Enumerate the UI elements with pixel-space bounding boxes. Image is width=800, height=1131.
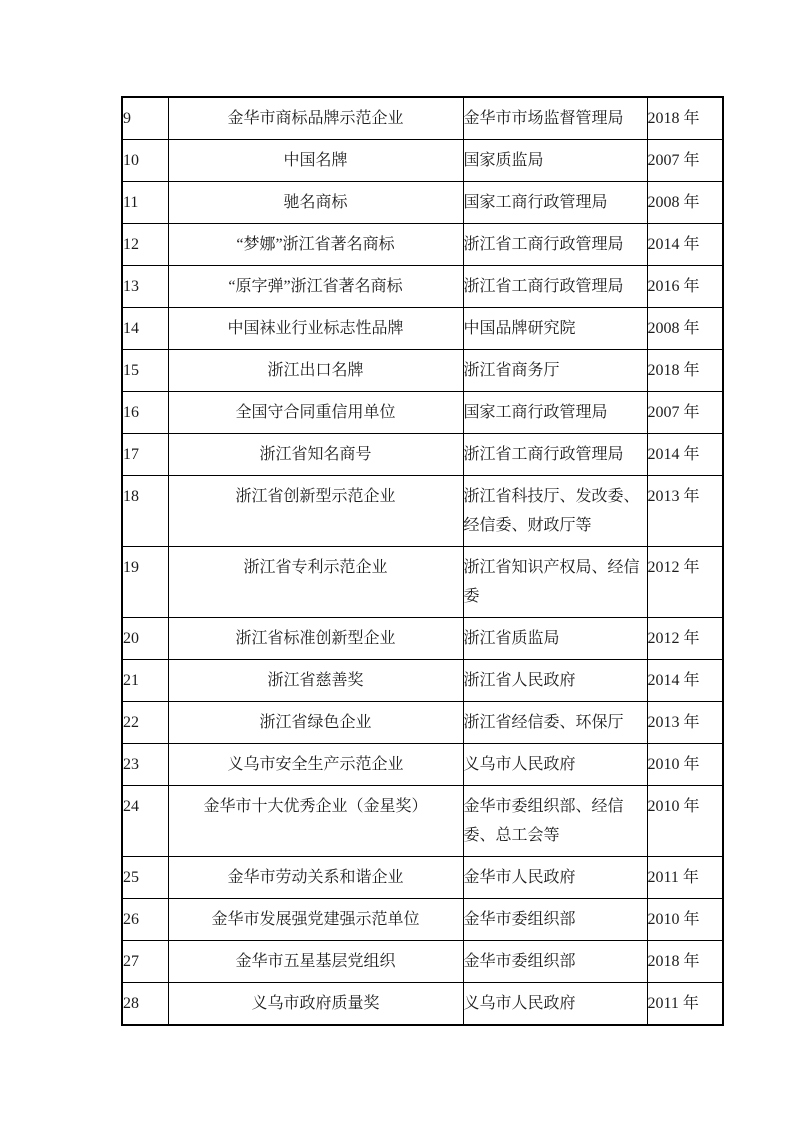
award-name-cell: 金华市劳动关系和谐企业 — [168, 857, 463, 899]
issuer-cell: 浙江省科技厅、发改委、经信委、财政厅等 — [463, 476, 647, 547]
table-row — [122, 308, 723, 350]
row-number-cell: 9 — [122, 97, 168, 140]
table-row — [122, 744, 723, 786]
row-number-cell: 20 — [122, 618, 168, 660]
award-name-cell: 金华市十大优秀企业（金星奖） — [168, 786, 463, 857]
year-cell: 2014 年 — [647, 434, 723, 476]
row-number-cell: 17 — [122, 434, 168, 476]
issuer-cell: 金华市市场监督管理局 — [463, 97, 647, 140]
row-number-cell: 14 — [122, 308, 168, 350]
row-number-cell: 16 — [122, 392, 168, 434]
table-row — [122, 182, 723, 224]
award-name-cell: 浙江省慈善奖 — [168, 660, 463, 702]
year-cell: 2011 年 — [647, 857, 723, 899]
issuer-cell: 国家工商行政管理局 — [463, 392, 647, 434]
issuer-cell: 义乌市人民政府 — [463, 983, 647, 1026]
issuer-cell: 浙江省人民政府 — [463, 660, 647, 702]
table-row — [122, 857, 723, 899]
table-row — [122, 140, 723, 182]
award-name-cell: “梦娜”浙江省著名商标 — [168, 224, 463, 266]
row-number-cell: 26 — [122, 899, 168, 941]
award-name-cell: 浙江省专利示范企业 — [168, 547, 463, 618]
row-number-cell: 28 — [122, 983, 168, 1026]
row-number-cell: 13 — [122, 266, 168, 308]
table-row — [122, 350, 723, 392]
row-number-cell: 19 — [122, 547, 168, 618]
issuer-cell: 中国品牌研究院 — [463, 308, 647, 350]
table-row — [122, 618, 723, 660]
issuer-cell: 金华市人民政府 — [463, 857, 647, 899]
issuer-cell: 浙江省质监局 — [463, 618, 647, 660]
row-number-cell: 11 — [122, 182, 168, 224]
row-number-cell: 12 — [122, 224, 168, 266]
award-name-cell: “原字弹”浙江省著名商标 — [168, 266, 463, 308]
year-cell: 2010 年 — [647, 744, 723, 786]
table-row — [122, 786, 723, 857]
row-number-cell: 21 — [122, 660, 168, 702]
award-name-cell: 义乌市安全生产示范企业 — [168, 744, 463, 786]
table-row — [122, 224, 723, 266]
award-name-cell: 浙江出口名牌 — [168, 350, 463, 392]
table-row — [122, 266, 723, 308]
row-number-cell: 22 — [122, 702, 168, 744]
issuer-cell: 浙江省经信委、环保厅 — [463, 702, 647, 744]
year-cell: 2013 年 — [647, 702, 723, 744]
year-cell: 2016 年 — [647, 266, 723, 308]
year-cell: 2011 年 — [647, 983, 723, 1026]
year-cell: 2007 年 — [647, 392, 723, 434]
honors-table-body — [122, 97, 723, 1025]
table-row — [122, 660, 723, 702]
year-cell: 2018 年 — [647, 97, 723, 140]
issuer-cell: 浙江省工商行政管理局 — [463, 434, 647, 476]
issuer-cell: 义乌市人民政府 — [463, 744, 647, 786]
table-row — [122, 476, 723, 547]
award-name-cell: 驰名商标 — [168, 182, 463, 224]
year-cell: 2007 年 — [647, 140, 723, 182]
issuer-cell: 浙江省知识产权局、经信委 — [463, 547, 647, 618]
award-name-cell: 金华市五星基层党组织 — [168, 941, 463, 983]
table-row — [122, 434, 723, 476]
row-number-cell: 15 — [122, 350, 168, 392]
row-number-cell: 24 — [122, 786, 168, 857]
award-name-cell: 浙江省标准创新型企业 — [168, 618, 463, 660]
award-name-cell: 浙江省创新型示范企业 — [168, 476, 463, 547]
honors-table — [121, 96, 724, 1026]
row-number-cell: 10 — [122, 140, 168, 182]
year-cell: 2018 年 — [647, 941, 723, 983]
year-cell: 2008 年 — [647, 182, 723, 224]
table-row — [122, 941, 723, 983]
year-cell: 2012 年 — [647, 618, 723, 660]
row-number-cell: 18 — [122, 476, 168, 547]
award-name-cell: 浙江省绿色企业 — [168, 702, 463, 744]
award-name-cell: 中国袜业行业标志性品牌 — [168, 308, 463, 350]
year-cell: 2018 年 — [647, 350, 723, 392]
issuer-cell: 金华市委组织部 — [463, 899, 647, 941]
award-name-cell: 金华市商标品牌示范企业 — [168, 97, 463, 140]
year-cell: 2014 年 — [647, 660, 723, 702]
issuer-cell: 国家工商行政管理局 — [463, 182, 647, 224]
issuer-cell: 浙江省商务厅 — [463, 350, 647, 392]
row-number-cell: 27 — [122, 941, 168, 983]
row-number-cell: 23 — [122, 744, 168, 786]
year-cell: 2010 年 — [647, 899, 723, 941]
table-row — [122, 547, 723, 618]
award-name-cell: 浙江省知名商号 — [168, 434, 463, 476]
issuer-cell: 浙江省工商行政管理局 — [463, 266, 647, 308]
table-row — [122, 392, 723, 434]
year-cell: 2014 年 — [647, 224, 723, 266]
award-name-cell: 义乌市政府质量奖 — [168, 983, 463, 1026]
award-name-cell: 全国守合同重信用单位 — [168, 392, 463, 434]
year-cell: 2008 年 — [647, 308, 723, 350]
table-row — [122, 899, 723, 941]
year-cell: 2012 年 — [647, 547, 723, 618]
award-name-cell: 中国名牌 — [168, 140, 463, 182]
table-row — [122, 97, 723, 140]
row-number-cell: 25 — [122, 857, 168, 899]
year-cell: 2013 年 — [647, 476, 723, 547]
issuer-cell: 金华市委组织部 — [463, 941, 647, 983]
issuer-cell: 国家质监局 — [463, 140, 647, 182]
award-name-cell: 金华市发展强党建强示范单位 — [168, 899, 463, 941]
year-cell: 2010 年 — [647, 786, 723, 857]
table-row — [122, 983, 723, 1026]
table-row — [122, 702, 723, 744]
issuer-cell: 浙江省工商行政管理局 — [463, 224, 647, 266]
issuer-cell: 金华市委组织部、经信委、总工会等 — [463, 786, 647, 857]
